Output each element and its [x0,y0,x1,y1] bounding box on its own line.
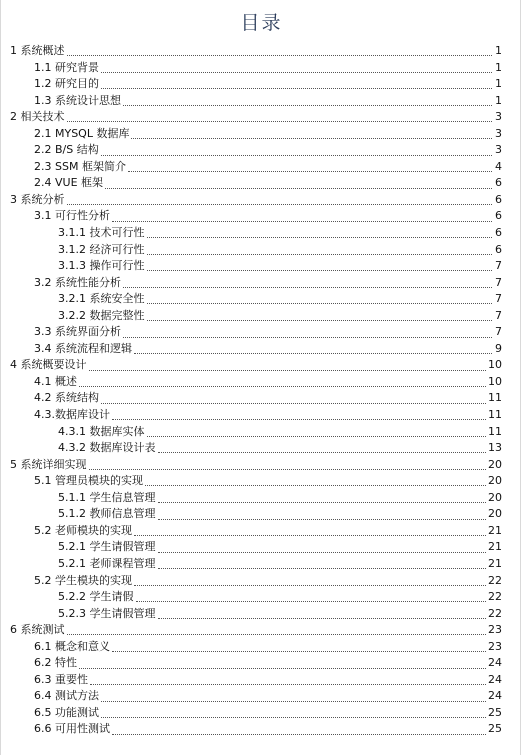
toc-entry-label: 3.4 系统流程和逻辑 [34,341,132,355]
toc-dot-leader [134,574,486,586]
toc-dot-leader [89,359,487,371]
toc-entry-label: 1.3 系统设计思想 [34,93,121,107]
toc-entry[interactable] [1,76,521,93]
toc-entry-label: 5.1.1 学生信息管理 [58,490,156,504]
toc-entry-label: 5 系统详细实现 [10,457,87,471]
toc-entry-page: 1 [495,77,502,91]
toc-entry-label: 4.3.2 数据库设计表 [58,441,156,455]
toc-entry[interactable] [1,308,521,325]
toc-entry[interactable] [1,390,521,407]
toc-entry-page: 21 [488,556,502,570]
toc-list [1,43,521,738]
toc-entry-page: 20 [488,490,502,504]
toc-dot-leader [112,408,486,420]
toc-entry-page: 7 [495,308,502,322]
toc-dot-leader [67,193,493,205]
toc-entry-label: 2.1 MYSQL 数据库 [34,126,130,140]
toc-dot-leader [147,309,493,321]
toc-entry[interactable] [1,606,521,623]
toc-title: 目录 [240,12,283,34]
toc-entry-label: 4.1 概述 [34,374,77,388]
toc-dot-leader [158,607,487,619]
toc-entry-page: 22 [488,606,502,620]
toc-entry-label: 5.2.1 学生请假管理 [58,540,156,554]
toc-entry-label: 3 系统分析 [10,192,65,206]
toc-entry-page: 6 [495,176,502,190]
toc-entry-page: 7 [495,275,502,289]
toc-entry-page: 11 [488,408,502,422]
toc-entry-page: 24 [488,672,502,686]
toc-entry-page: 25 [488,705,502,719]
toc-entry[interactable] [1,688,521,705]
toc-dot-leader [90,673,486,685]
toc-dot-leader [158,491,487,503]
toc-entry[interactable] [1,275,521,292]
toc-dot-leader [79,657,486,669]
toc-dot-leader [105,177,492,189]
toc-dot-leader [89,458,487,470]
toc-dot-leader [123,326,492,338]
toc-entry-page: 3 [495,143,502,157]
toc-entry-label: 6.6 可用性测试 [34,722,110,736]
toc-dot-leader [112,210,492,222]
toc-dot-leader [123,276,492,288]
toc-entry[interactable] [1,175,521,192]
toc-entry[interactable] [1,705,521,722]
toc-dot-leader [136,590,487,602]
toc-dot-leader [147,259,493,271]
toc-entry-label: 5.2 老师模块的实现 [34,523,132,537]
toc-entry-page: 25 [488,722,502,736]
toc-dot-leader [147,226,493,238]
toc-entry-label: 6 系统测试 [10,623,65,637]
toc-entry[interactable] [1,341,521,358]
toc-entry[interactable] [1,109,521,126]
toc-entry-page: 20 [488,474,502,488]
toc-entry[interactable] [1,539,521,556]
toc-entry-label: 2.3 SSM 框架简介 [34,159,126,173]
toc-dot-leader [67,44,493,56]
toc-dot-leader [123,94,492,106]
toc-entry-page: 22 [488,590,502,604]
toc-dot-leader [147,243,493,255]
toc-entry[interactable] [1,506,521,523]
toc-entry[interactable] [1,424,521,441]
toc-entry-page: 10 [488,374,502,388]
toc-entry-label: 2 相关技术 [10,110,65,124]
toc-entry[interactable] [1,60,521,77]
toc-dot-leader [147,425,487,437]
toc-dot-leader [134,342,492,354]
toc-entry[interactable] [1,473,521,490]
toc-entry-label: 5.2 学生模块的实现 [34,573,132,587]
toc-dot-leader [112,723,486,735]
toc-entry-page: 1 [495,60,502,74]
toc-entry-page: 24 [488,656,502,670]
toc-entry[interactable] [1,208,521,225]
toc-entry[interactable] [1,291,521,308]
toc-entry-page: 7 [495,325,502,339]
toc-entry[interactable] [1,43,521,60]
toc-dot-leader [101,61,492,73]
toc-entry-label: 6.4 测试方法 [34,689,99,703]
toc-dot-leader [112,640,486,652]
toc-entry-label: 3.2.2 数据完整性 [58,308,145,322]
toc-entry[interactable] [1,622,521,639]
toc-entry-label: 5.2.3 学生请假管理 [58,606,156,620]
toc-entry-page: 22 [488,573,502,587]
toc-entry-page: 21 [488,540,502,554]
toc-dot-leader [79,375,486,387]
toc-entry-page: 11 [488,424,502,438]
toc-entry-label: 3.1.3 操作可行性 [58,259,145,273]
toc-entry[interactable] [1,556,521,573]
toc-entry[interactable] [1,225,521,242]
toc-entry-label: 6.5 功能测试 [34,705,99,719]
toc-entry[interactable] [1,672,521,689]
toc-entry-page: 1 [495,93,502,107]
toc-dot-leader [134,524,486,536]
toc-dot-leader [101,706,486,718]
toc-entry-page: 4 [495,159,502,173]
toc-entry-page: 10 [488,358,502,372]
toc-dot-leader [101,392,486,404]
toc-entry-page: 7 [495,292,502,306]
toc-entry-label: 6.1 概念和意义 [34,639,110,653]
toc-entry-label: 5.1.2 教师信息管理 [58,507,156,521]
toc-entry-page: 24 [488,689,502,703]
toc-entry[interactable] [1,159,521,176]
toc-entry-label: 1 系统概述 [10,44,65,57]
toc-entry-label: 6.2 特性 [34,656,77,670]
toc-entry[interactable] [1,655,521,672]
toc-dot-leader [101,77,492,89]
toc-entry[interactable] [1,258,521,275]
toc-entry-page: 23 [488,639,502,653]
toc-entry[interactable] [1,192,521,209]
toc-dot-leader [158,557,487,569]
toc-entry[interactable] [1,407,521,424]
toc-entry-label: 4.3.数据库设计 [34,408,110,422]
toc-dot-leader [158,541,487,553]
toc-entry-label: 2.2 B/S 结构 [34,143,99,157]
toc-entry-label: 3.1.2 经济可行性 [58,242,145,256]
toc-dot-leader [101,690,486,702]
toc-dot-leader [128,160,492,172]
toc-entry-label: 5.1 管理员模块的实现 [34,474,143,488]
toc-entry-page: 6 [495,192,502,206]
toc-dot-leader [67,110,493,122]
toc-entry-page: 11 [488,391,502,405]
toc-entry[interactable] [1,142,521,159]
toc-entry-label: 5.2.2 学生请假 [58,590,134,604]
toc-entry-page: 1 [495,44,502,57]
toc-entry-label: 3.3 系统界面分析 [34,325,121,339]
toc-entry-page: 6 [495,209,502,223]
toc-entry[interactable] [1,523,521,540]
toc-entry-label: 3.1.1 技术可行性 [58,226,145,240]
toc-entry-label: 6.3 重要性 [34,672,88,686]
toc-entry[interactable] [1,457,521,474]
toc-entry-page: 3 [495,126,502,140]
toc-entry-label: 4.3.1 数据库实体 [58,424,145,438]
toc-entry-label: 5.2.1 老师课程管理 [58,556,156,570]
toc-dot-leader [145,474,486,486]
toc-dot-leader [67,623,487,635]
toc-entry-page: 21 [488,523,502,537]
toc-dot-leader [131,127,492,139]
toc-entry-label: 4.2 系统结构 [34,391,99,405]
toc-entry[interactable] [1,357,521,374]
toc-entry-label: 1.2 研究目的 [34,77,99,91]
toc-dot-leader [158,508,487,520]
toc-entry[interactable] [1,721,521,738]
toc-entry-page: 20 [488,457,502,471]
toc-entry-page: 13 [488,441,502,455]
toc-entry[interactable] [1,374,521,391]
toc-entry-label: 3.1 可行性分析 [34,209,110,223]
toc-dot-leader [158,441,487,453]
toc-dot-leader [147,292,493,304]
toc-entry-page: 20 [488,507,502,521]
toc-entry-page: 9 [495,341,502,355]
toc-entry[interactable] [1,126,521,143]
toc-entry-page: 23 [488,623,502,637]
toc-entry[interactable] [1,440,521,457]
toc-entry[interactable] [1,573,521,590]
toc-entry-label: 1.1 研究背景 [34,60,99,74]
toc-entry-page: 3 [495,110,502,124]
toc-entry-label: 3.2 系统性能分析 [34,275,121,289]
toc-entry[interactable] [1,639,521,656]
toc-entry[interactable] [1,589,521,606]
toc-entry-label: 4 系统概要设计 [10,358,87,372]
toc-entry-label: 2.4 VUE 框架 [34,176,104,190]
toc-entry[interactable] [1,242,521,259]
toc-entry[interactable] [1,324,521,341]
toc-entry[interactable] [1,93,521,110]
toc-entry-page: 6 [495,226,502,240]
toc-dot-leader [101,144,492,156]
toc-entry-page: 7 [495,259,502,273]
toc-entry[interactable] [1,490,521,507]
toc-entry-page: 6 [495,242,502,256]
toc-entry-label: 3.2.1 系统安全性 [58,292,145,306]
